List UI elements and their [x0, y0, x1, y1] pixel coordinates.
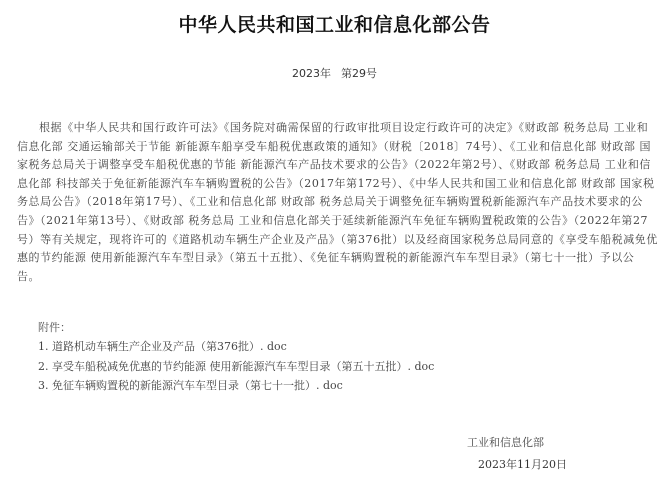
issue-no: 第29号 — [341, 67, 377, 80]
signature-issuer: 工业和信息化部 — [467, 436, 544, 449]
issue-number — [0, 65, 669, 81]
body-line: 家税务总局关于调整享受车船税优惠的节能 新能源汽车产品技术要求的公告》（2022年第2号）、《财政部 税务总局 工业和信 — [17, 158, 651, 172]
issue-year: 2023年 — [292, 67, 331, 80]
attachments-label: 附件： — [38, 321, 71, 334]
body-line: 惠的节约能源 使用新能源汽车车型目录》（第五十五批）、《免征车辆购置税的新能源汽车车型目录》（第七十一批）予以公 — [17, 251, 635, 265]
body-line: 号）等有关规定，现将许可的《道路机动车辆生产企业及产品》（第376批）以及经商国家税务总局同意的《享受车船税减免优 — [17, 232, 658, 246]
attachment-link-3[interactable]: 3. 免征车辆购置税的新能源汽车车型目录（第七十一批）. doc — [38, 379, 343, 392]
announcement-body — [17, 119, 657, 286]
page-title: 中华人民共和国工业和信息化部公告 — [178, 14, 491, 36]
body-line: 务总局公告》（2018年第17号）、《工业和信息化部 财政部 税务总局关于调整免征车辆购置税新能源汽车产品技术要求的公 — [17, 195, 643, 209]
attachment-link-1[interactable]: 1. 道路机动车辆生产企业及产品（第376批）. doc — [38, 340, 287, 353]
body-line: 信息化部 交通运输部关于节能 新能源车船享受车船税优惠政策的通知》（财税〔2018〕74号）、《工业和信息化部 财政部 国 — [17, 139, 652, 153]
body-line: 根据《中华人民共和国行政许可法》《国务院对确需保留的行政审批项目设定行政许可的决定》《财政部 税务总局 工业和 — [39, 121, 649, 134]
body-line: 告》（2021年第13号）、《财政部 税务总局 工业和信息化部关于延续新能源汽车免征车辆购置税政策的公告》（2022年第27 — [17, 213, 649, 227]
attachment-link-2[interactable]: 2. 享受车船税减免优惠的节约能源 使用新能源汽车车型目录（第五十五批）. doc — [38, 359, 435, 373]
signature-date: 2023年11月20日 — [478, 458, 567, 471]
body-line: 告。 — [17, 269, 41, 283]
attachments-section — [38, 318, 638, 396]
body-line: 息化部 科技部关于免征新能源汽车车辆购置税的公告》（2017年第172号）、《中华人民共和国工业和信息化部 财政部 国家税 — [17, 176, 655, 190]
